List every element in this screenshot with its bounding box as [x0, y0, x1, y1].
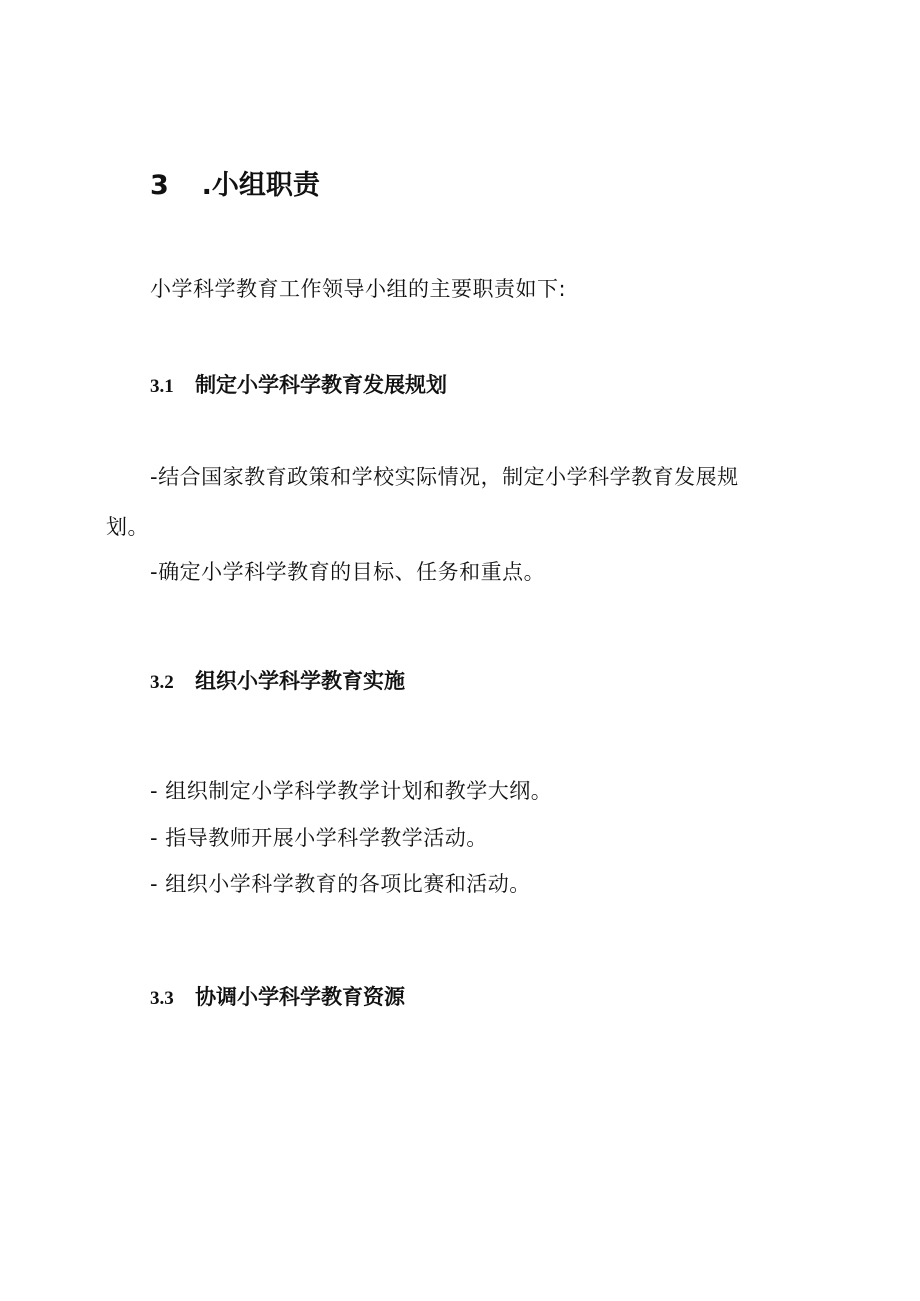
subsection-number: 3.1 — [150, 376, 174, 397]
list-item: - 组织小学科学教育的各项比赛和活动。 — [150, 872, 531, 896]
list-item: -结合国家教育政策和学校实际情况，制定小学科学教育发展规 — [150, 465, 739, 489]
subsection-heading-3-1 — [150, 375, 447, 396]
list-item: - 指导教师开展小学科学教学活动。 — [150, 826, 488, 850]
subsection-number: 3.3 — [150, 988, 174, 1009]
list-item: - 组织制定小学科学教学计划和教学大纲。 — [150, 779, 553, 803]
subsection-title: 组织小学科学教育实施 — [195, 669, 406, 693]
subsection-heading-3-3 — [150, 987, 405, 1008]
list-item: -确定小学科学教育的目标、任务和重点。 — [150, 560, 546, 584]
subsection-number: 3.2 — [150, 672, 174, 693]
list-item-continuation: 划。 — [106, 515, 149, 539]
section-number: 3 — [150, 170, 169, 201]
subsection-heading-3-2 — [150, 671, 405, 692]
subsection-title: 协调小学科学教育资源 — [195, 985, 406, 1009]
section-title: .小组职责 — [201, 170, 320, 201]
intro-paragraph: 小学科学教育工作领导小组的主要职责如下: — [150, 277, 567, 301]
section-heading — [150, 172, 320, 199]
subsection-title: 制定小学科学教育发展规划 — [195, 373, 448, 397]
